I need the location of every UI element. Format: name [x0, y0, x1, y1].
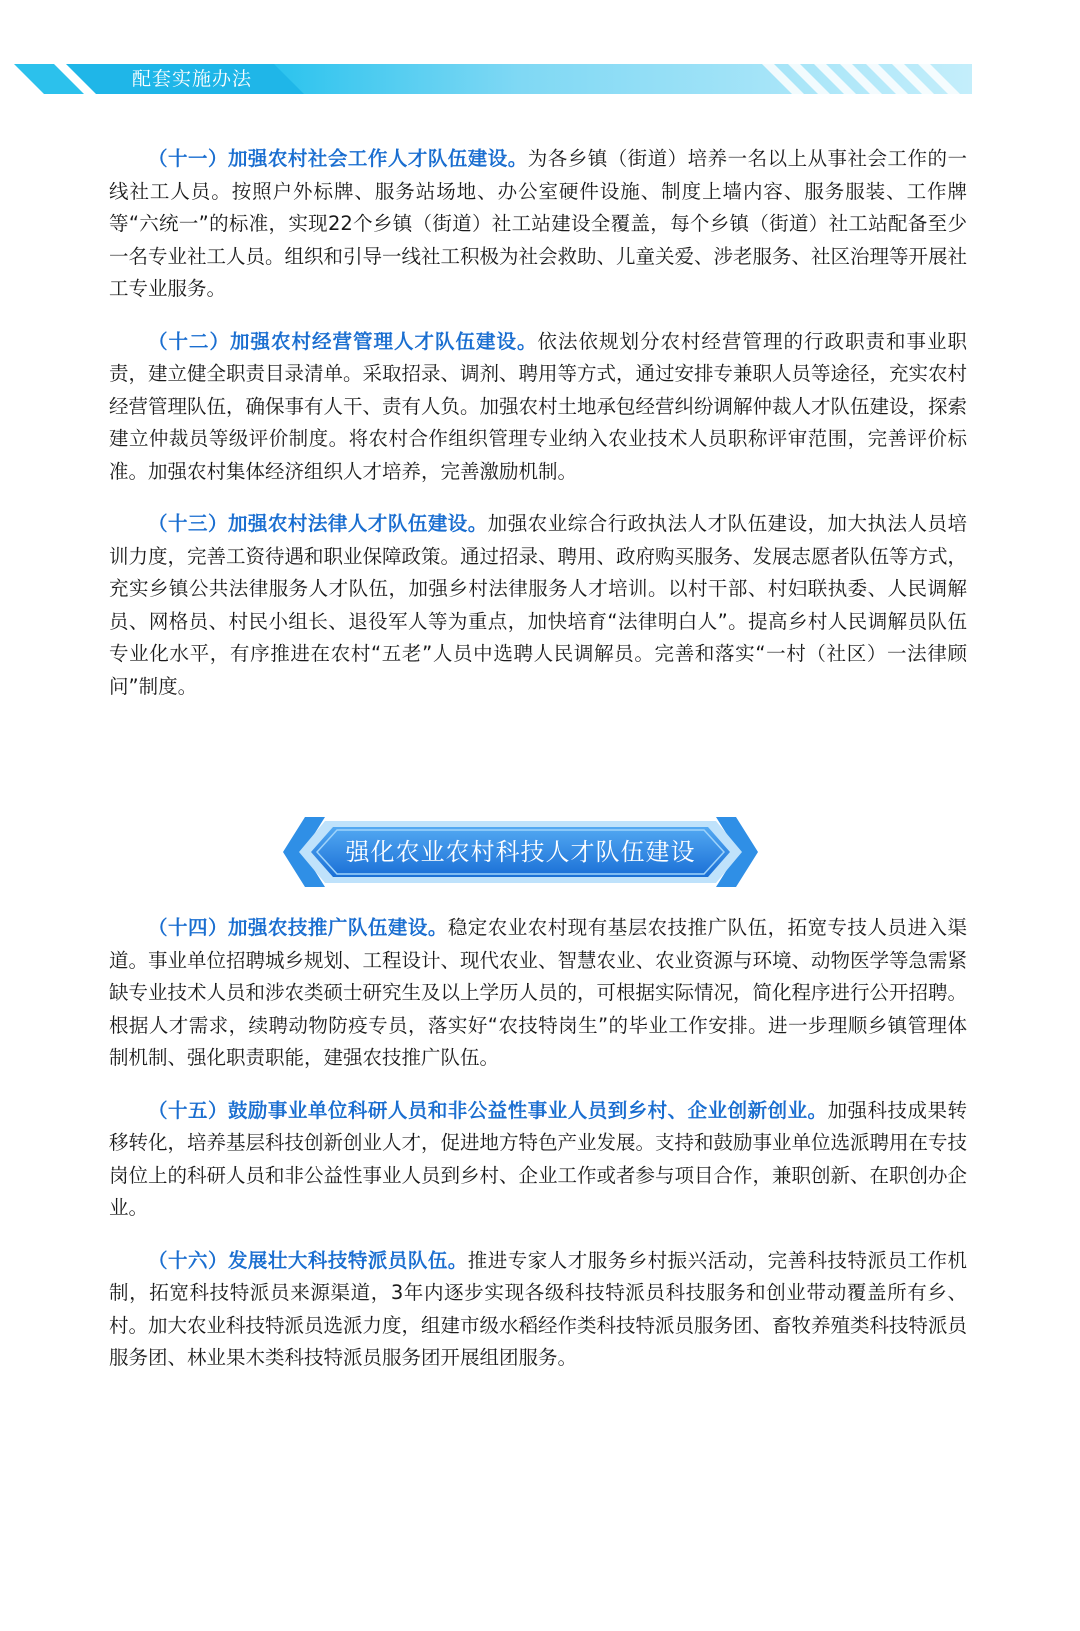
paragraph-body: 为各乡镇（街道）培养一名以上从事社会工作的一线社工人员。按照户外标牌、服务站场地、办公室硬件设施、制度上墙内容、服务服装、工作牌等“六统一”的标准，实现22个乡镇（街道）社工站建设全覆盖，每个乡镇（街道）社工站配备至少一名专业社工人员。组织和引导一线社工积极为社会救助、儿童关爱、涉老服务、社区治理等开展社工专业服务。 — [109, 147, 968, 300]
section-banner-title: 强化农业农村科技人才队伍建设 — [345, 838, 696, 866]
paragraph-15 — [109, 1095, 967, 1225]
paragraph-heading: （十六）发展壮大科技特派员队伍。 — [148, 1248, 468, 1272]
paragraph-heading: （十二）加强农村经营管理人才队伍建设。 — [148, 329, 538, 353]
paragraph-body: 稳定农业农村现有基层农技推广队伍，拓宽专技人员进入渠道。事业单位招聘城乡规划、工程设计、现代农业、智慧农业、农业资源与环境、动物医学等急需紧缺专业技术人员和涉农类硕士研究生及以上学历人员的，可根据实际情况，简化程序进行公开招聘。根据人才需求，续聘动物防疫专员，落实好“农技特岗生”的毕业工作安排。进一步理顺乡镇管理体制机制、强化职责职能，建强农技推广队伍。 — [109, 916, 968, 1069]
section-bottom — [109, 912, 967, 1375]
paragraph-body: 加强农业综合行政执法人才队伍建设，加大执法人员培训力度，完善工资待遇和职业保障政策。通过招录、聘用、政府购买服务、发展志愿者队伍等方式，充实乡镇公共法律服务人才队伍，加强乡村法律服务人才培训。以村干部、村妇联执委、人民调解员、网格员、村民小组长、退役军人等为重点，加快培育“法律明白人”。提高乡村人民调解员队伍专业化水平，有序推进在农村“五老”人员中选聘人民调解员。完善和落实“一村（社区）一法律顾问”制度。 — [109, 512, 968, 698]
paragraph-heading: （十三）加强农村法律人才队伍建设。 — [148, 512, 488, 535]
paragraph-heading: （十五）鼓励事业单位科研人员和非公益性事业人员到乡村、企业创新创业。 — [148, 1098, 828, 1122]
paragraph-11 — [109, 143, 967, 306]
paragraph-16 — [109, 1245, 967, 1375]
header-title: 配套实施办法 — [132, 68, 253, 90]
section-banner — [283, 817, 758, 887]
paragraph-body: 依法依规划分农村经营管理的行政职责和事业职责，建立健全职责目录清单。采取招录、调剂、聘用等方式，通过安排专兼职人员等途径，充实农村经营管理队伍，确保事有人干、责有人负。加强农村土地承包经营纠纷调解仲裁人才队伍建设，探索建立仲裁员等级评价制度。将农村合作组织管理专业纳入农业技术人员职称评审范围，完善评价标准。加强农村集体经济组织人才培养，完善激励机制。 — [109, 329, 968, 483]
paragraph-heading: （十一）加强农村社会工作人才队伍建设。 — [148, 147, 528, 170]
paragraph-12 — [109, 326, 967, 489]
paragraph-heading: （十四）加强农技推广队伍建设。 — [148, 916, 448, 939]
paragraph-body: 加强科技成果转移转化，培养基层科技创新创业人才，促进地方特色产业发展。支持和鼓励事业单位选派聘用在专技岗位上的科研人员和非公益性事业人员到乡村、企业工作或者参与项目合作，兼职创新、在职创办企业。 — [109, 1098, 968, 1219]
paragraph-body: 推进专家人才服务乡村振兴活动，完善科技特派员工作机制，拓宽科技特派员来源渠道，3年内逐步实现各级科技特派员科技服务和创业带动覆盖所有乡、村。加大农业科技特派员选派力度，组建市级水稻经作类科技特派员服务团、畜牧养殖类科技特派员服务团、林业果木类科技特派员服务团开展组团服务。 — [109, 1248, 968, 1369]
paragraph-14 — [109, 912, 967, 1075]
paragraph-13 — [109, 508, 967, 703]
header-banner — [14, 64, 972, 94]
section-top — [109, 143, 967, 703]
